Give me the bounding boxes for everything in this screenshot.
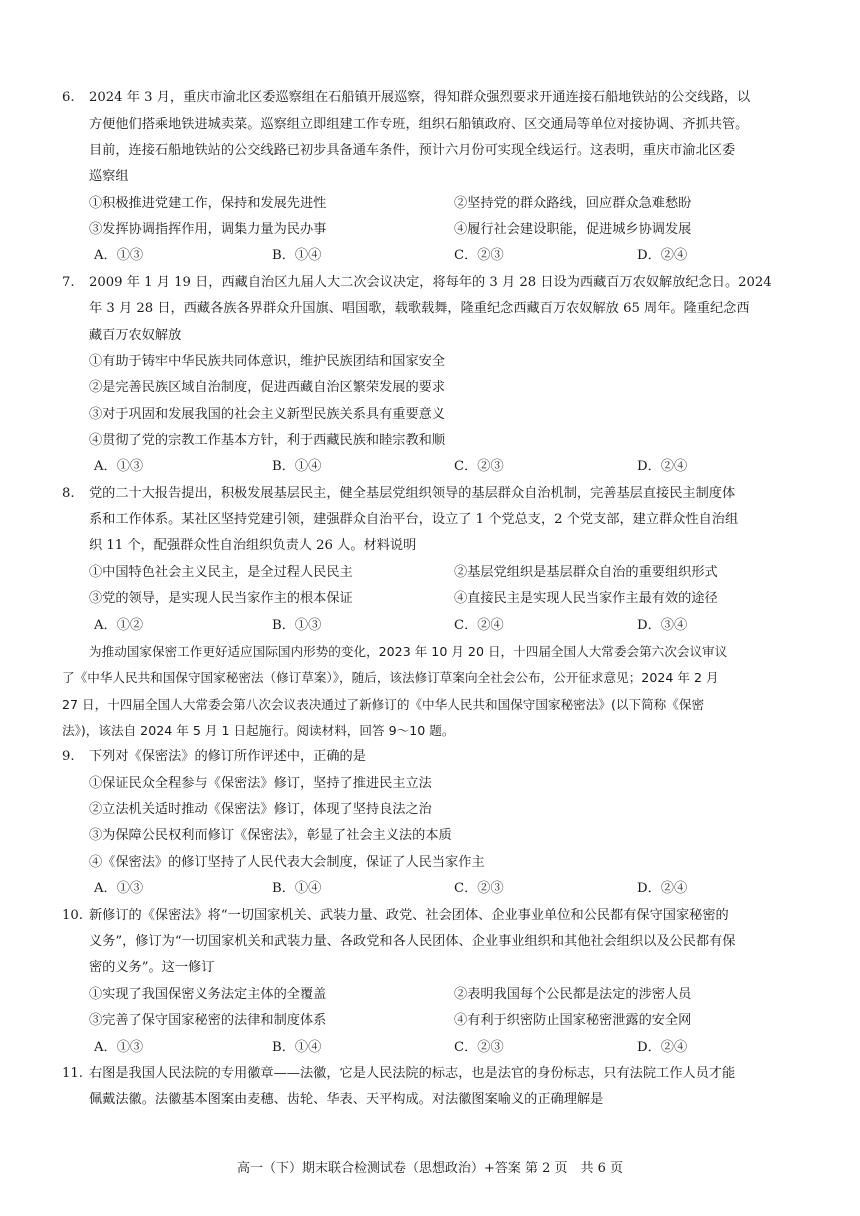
answer-option-d: D．②④ [637, 1040, 688, 1055]
answer-option-c: C．②③ [454, 459, 504, 474]
answer-option-a: A．①② [94, 618, 144, 633]
answer-option-d: D．②④ [637, 459, 688, 474]
answer-option-d: D．②④ [637, 881, 688, 896]
question-stem-line: 方便他们搭乘地铁进城卖菜。巡察组立即组建工作专班，组织石船镇政府、区交通局等单位对接协调、齐抓共管。 [89, 117, 749, 132]
question-stem-line: 义务”，修订为“一切国家机关和武装力量、各政党和各人民团体、企业事业组织和其他社会组织以及公民都有保 [89, 934, 736, 949]
answer-option-b: B．①③ [272, 618, 322, 633]
statement-item: ③完善了保守国家秘密的法律和制度体系 [89, 1013, 327, 1028]
answer-option-a: A．①③ [94, 459, 144, 474]
question-stem-line: 下列对《保密法》的修订所作评述中，正确的是 [89, 749, 366, 764]
statement-item: ②表明我国每个公民都是法定的涉密人员 [454, 987, 692, 1002]
question-stem-line: 党的二十大报告提出，积极发展基层民主，健全基层党组织领导的基层群众自治机制，完善基层直接民主制度体 [89, 486, 736, 501]
material-line: 为推动国家保密工作更好适应国际国内形势的变化，2023 年 10 月 20 日，十四届全国人大常委会第六次会议审议 [89, 644, 728, 659]
answer-option-c: C．②③ [454, 881, 504, 896]
statement-item: ②坚持党的群众路线，回应群众急难愁盼 [454, 196, 692, 211]
answer-option-c: C．②③ [454, 1040, 504, 1055]
material-line: 了《中华人民共和国保守国家秘密法（修订草案）》，随后，该法修订草案向全社会公布，公开征求意见；2024 年 2 月 [62, 670, 719, 685]
answer-option-b: B．①④ [272, 1040, 322, 1055]
statement-item: ①积极推进党建工作，保持和发展先进性 [89, 196, 327, 211]
question-stem-line: 巡察组 [89, 169, 129, 184]
statement-item: ①保证民众全程参与《保密法》修订，坚持了推进民主立法 [89, 776, 432, 791]
question-stem-line: 右图是我国人民法院的专用徽章——法徽，它是人民法院的标志，也是法官的身份标志，只有法院工作人员才能 [89, 1066, 736, 1081]
question-number: 7. [62, 275, 75, 290]
answer-option-d: D．③④ [637, 618, 688, 633]
question-stem-line: 藏百万农奴解放 [89, 328, 182, 343]
statement-item: ③党的领导，是实现人民当家作主的根本保证 [89, 591, 353, 606]
statement-item: ②基层党组织是基层群众自治的重要组织形式 [454, 565, 718, 580]
statement-item: ②立法机关适时推动《保密法》修订，体现了坚持良法之治 [89, 802, 432, 817]
question-stem-line: 佩戴法徽。法徽基本图案由麦穗、齿轮、华表、天平构成。对法徽图案喻义的正确理解是 [89, 1092, 604, 1107]
statement-item: ①中国特色社会主义民主，是全过程人民民主 [89, 565, 353, 580]
statement-item: ④《保密法》的修订坚持了人民代表大会制度，保证了人民当家作主 [89, 855, 485, 870]
question-number: 9. [62, 749, 75, 764]
question-stem-line: 2009 年 1 月 19 日，西藏自治区九届人大二次会议决定，将每年的 3 月 28 日设为西藏百万农奴解放纪念日。2024 [89, 275, 772, 290]
statement-item: ①有助于铸牢中华民族共同体意识，维护民族团结和国家安全 [89, 354, 446, 369]
answer-option-a: A．①③ [94, 248, 144, 263]
question-number: 8. [62, 486, 75, 501]
statement-item: ③对于巩固和发展我国的社会主义新型民族关系具有重要意义 [89, 407, 446, 422]
question-stem-line: 密的义务”。这一修订 [89, 960, 215, 975]
question-number: 6. [62, 90, 75, 105]
question-number: 10. [62, 908, 83, 923]
page-footer: 高一（下）期末联合检测试卷（思想政治）+答案 第 2 页 共 6 页 [236, 1161, 624, 1176]
answer-option-d: D．②④ [637, 248, 688, 263]
question-stem-line: 织 11 个，配强群众性自治组织负责人 26 人。材料说明 [89, 538, 417, 553]
statement-item: ③为保障公民权利而修订《保密法》，彰显了社会主义法的本质 [89, 828, 452, 843]
statement-item: ④有利于织密防止国家秘密泄露的安全网 [454, 1013, 692, 1028]
answer-option-b: B．①④ [272, 881, 322, 896]
answer-option-a: A．①③ [94, 1040, 144, 1055]
question-stem-line: 目前，连接石船地铁站的公交线路已初步具备通车条件，预计六月份可实现全线运行。这表明，重庆市渝北区委 [89, 143, 736, 158]
statement-item: ④履行社会建设职能，促进城乡协调发展 [454, 222, 692, 237]
answer-option-b: B．①④ [272, 459, 322, 474]
statement-item: ④贯彻了党的宗教工作基本方针，利于西藏民族和睦宗教和顺 [89, 433, 446, 448]
question-stem-line: 2024 年 3 月，重庆市渝北区委巡察组在石船镇开展巡察，得知群众强烈要求开通连接石船地铁站的公交线路，以 [89, 90, 751, 105]
statement-item: ④直接民主是实现人民当家作主最有效的途径 [454, 591, 718, 606]
answer-option-a: A．①③ [94, 881, 144, 896]
material-line: 法》)，该法自 2024 年 5 月 1 日起施行。阅读材料，回答 9～10 题。 [62, 723, 455, 738]
question-stem-line: 系和工作体系。某社区坚持党建引领，建强群众自治平台，设立了 1 个党总支，2 个党支部，建立群众性自治组 [89, 512, 739, 527]
answer-option-c: C．②④ [454, 618, 504, 633]
statement-item: ②是完善民族区域自治制度，促进西藏自治区繁荣发展的要求 [89, 380, 446, 395]
statement-item: ①实现了我国保密义务法定主体的全覆盖 [89, 987, 327, 1002]
answer-option-c: C．②③ [454, 248, 504, 263]
question-stem-line: 年 3 月 28 日，西藏各族各界群众升国旗、唱国歌，载歌载舞，隆重纪念西藏百万农奴解放 65 周年。隆重纪念西 [89, 301, 750, 316]
question-number: 11. [62, 1066, 83, 1081]
question-stem-line: 新修订的《保密法》将“一切国家机关、武装力量、政党、社会团体、企业事业单位和公民都有保守国家秘密的 [89, 908, 729, 923]
answer-option-b: B．①④ [272, 248, 322, 263]
material-line: 27 日，十四届全国人大常委会第八次会议表决通过了新修订的《中华人民共和国保守国家秘密法》(以下简称《保密 [62, 697, 705, 712]
statement-item: ③发挥协调指挥作用，调集力量为民办事 [89, 222, 327, 237]
